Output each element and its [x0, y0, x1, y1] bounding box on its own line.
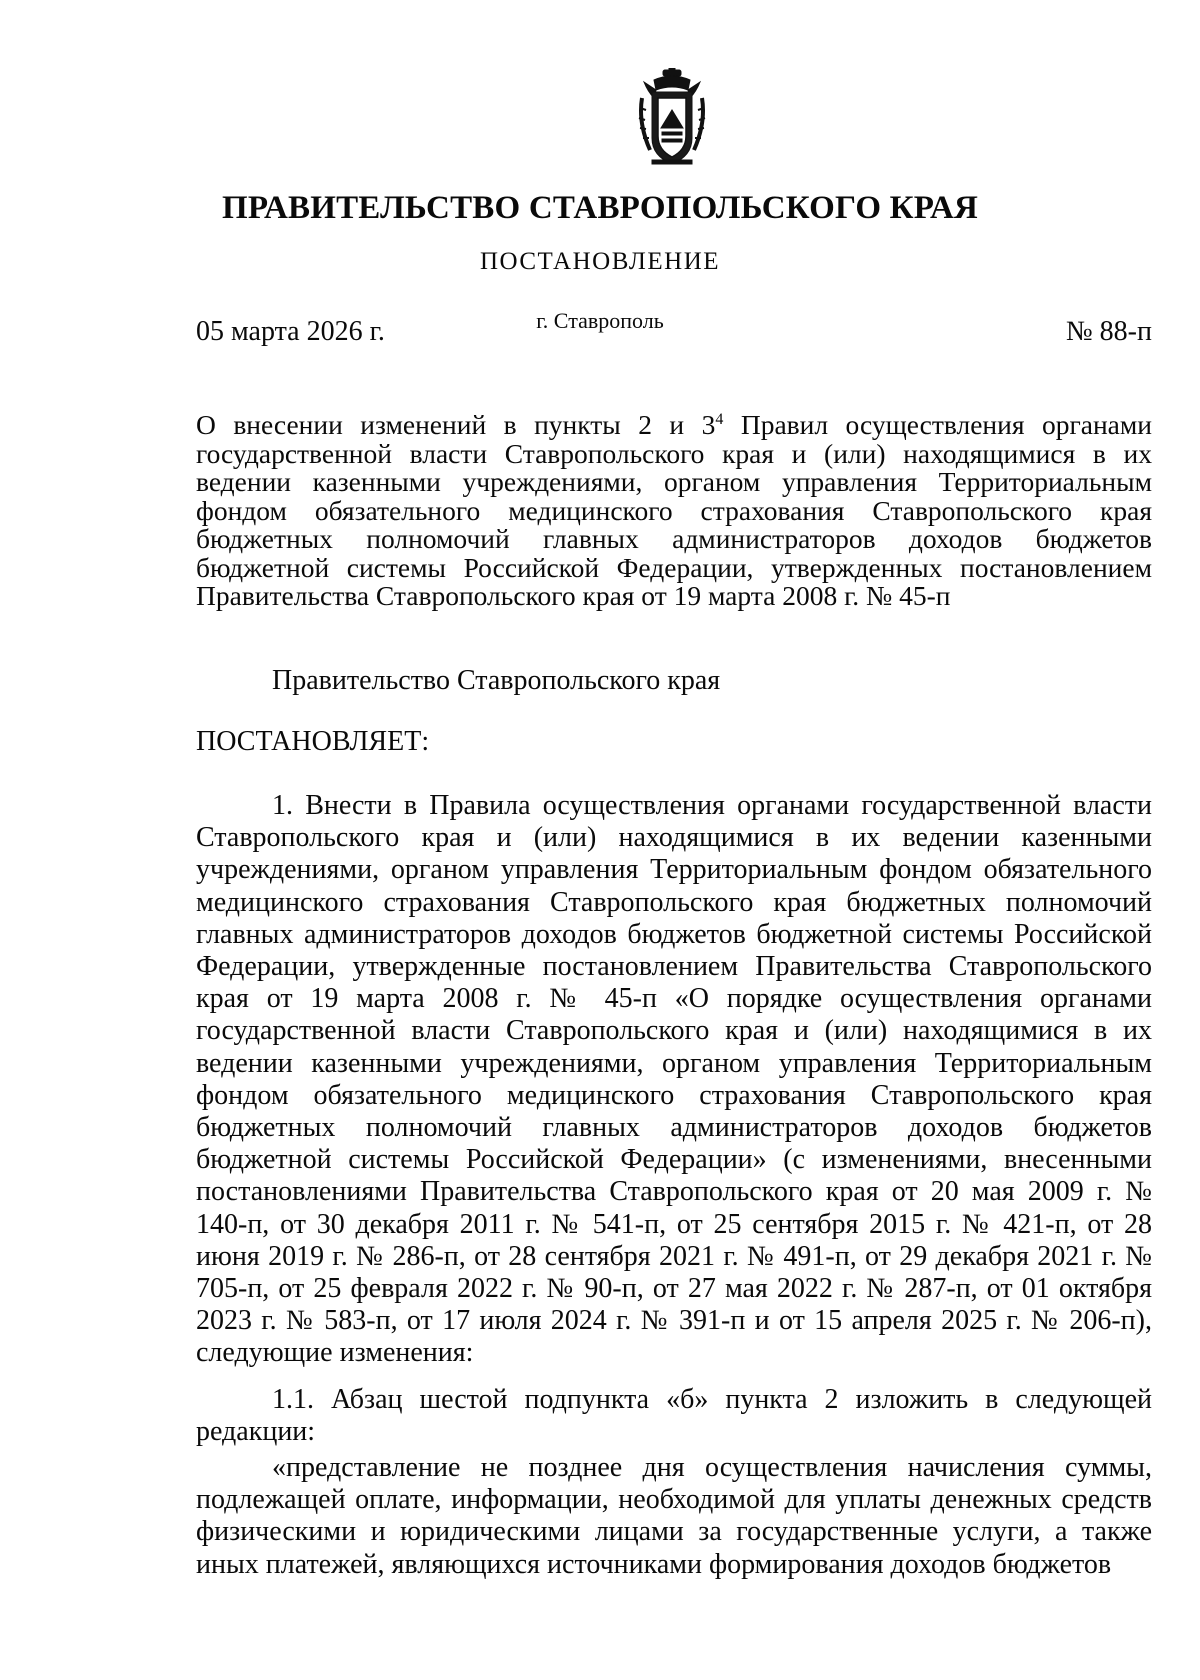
paragraph-quote: «представление не позднее дня осуществления начисления суммы, подлежащей оплате, информации, необходимой для уплаты денежных средств физическими и юридическими лицами за государственные услуги, а также иных платежей, являющихся источниками формирования доходов бюджетов	[196, 1452, 1152, 1580]
subject-text-end: Правил осуществления органами государственной власти Ставропольского края и (или) находящимися в их ведении казенными учреждениями, органом управления Территориальным фондом обязательного медицинского страхования Ставропольского края бюджетных полномочий главных администраторов доходов бюджетов бюджетной системы Российской Федерации, утвержденных постановлением Правительства Ставропольского края от 19 марта 2008 г. № 45-п	[196, 409, 1152, 611]
document-city: г. Ставрополь	[536, 308, 664, 333]
government-line: Правительство Ставропольского края	[272, 665, 721, 696]
paragraph-item-1: 1. Внести в Правила осуществления органами государственной власти Ставропольского края и (или) находящимися в их ведении казенными учреждениями, органом управления Территориальным фондом обязательного медицинского страхования Ставропольского края бюджетных полномочий главных администраторов доходов бюджетов бюджетной системы Российской Федерации, утвержденные постановлением Правительства Ставропольского края от 19 марта 2008 г. № 45-п «О порядке осуществления органами государственной власти Ставропольского края и (или) находящимися в их ведении казенными учреждениями, органом управления Территориальным фондом обязательного медицинского страхования Ставропольского края бюджетных полномочий главных администраторов доходов бюджетов бюджетной системы Российской Федерации» (с изменениями, внесенными постановлениями Правительства Ставропольского края от 20 мая 2009 г. № 140-п, от 30 декабря 2011 г. № 541-п, от 25 сентября 2015 г. № 421-п, от 28 июня 2019 г. № 286-п, от 28 сентября 2021 г. № 491-п, от 29 декабря 2021 г. № 705-п, от 25 февраля 2022 г. № 90-п, от 27 мая 2022 г. № 287-п, от 01 октября 2023 г. № 583-п, от 17 июля 2024 г. № 391-п и от 15 апреля 2025 г. № 206-п), следующие изменения:	[196, 790, 1152, 1369]
document-subject	[196, 411, 1152, 611]
government-title: ПРАВИТЕЛЬСТВО СТАВРОПОЛЬСКОГО КРАЯ	[221, 190, 979, 226]
document-number: № 88-п	[1065, 316, 1152, 347]
subject-superscript: 4	[715, 410, 724, 428]
resolves-heading: ПОСТАНОВЛЯЕТ:	[196, 726, 430, 757]
coat-of-arms-icon	[632, 68, 712, 168]
paragraph-item-1-1: 1.1. Абзац шестой подпункта «б» пункта 2 изложить в следующей редакции:	[196, 1384, 1152, 1448]
document-type: ПОСТАНОВЛЕНИЕ	[479, 248, 721, 275]
subject-text-start: О внесении изменений в пункты 2 и 3	[196, 409, 716, 440]
document-date: 05 марта 2026 г.	[196, 316, 385, 347]
